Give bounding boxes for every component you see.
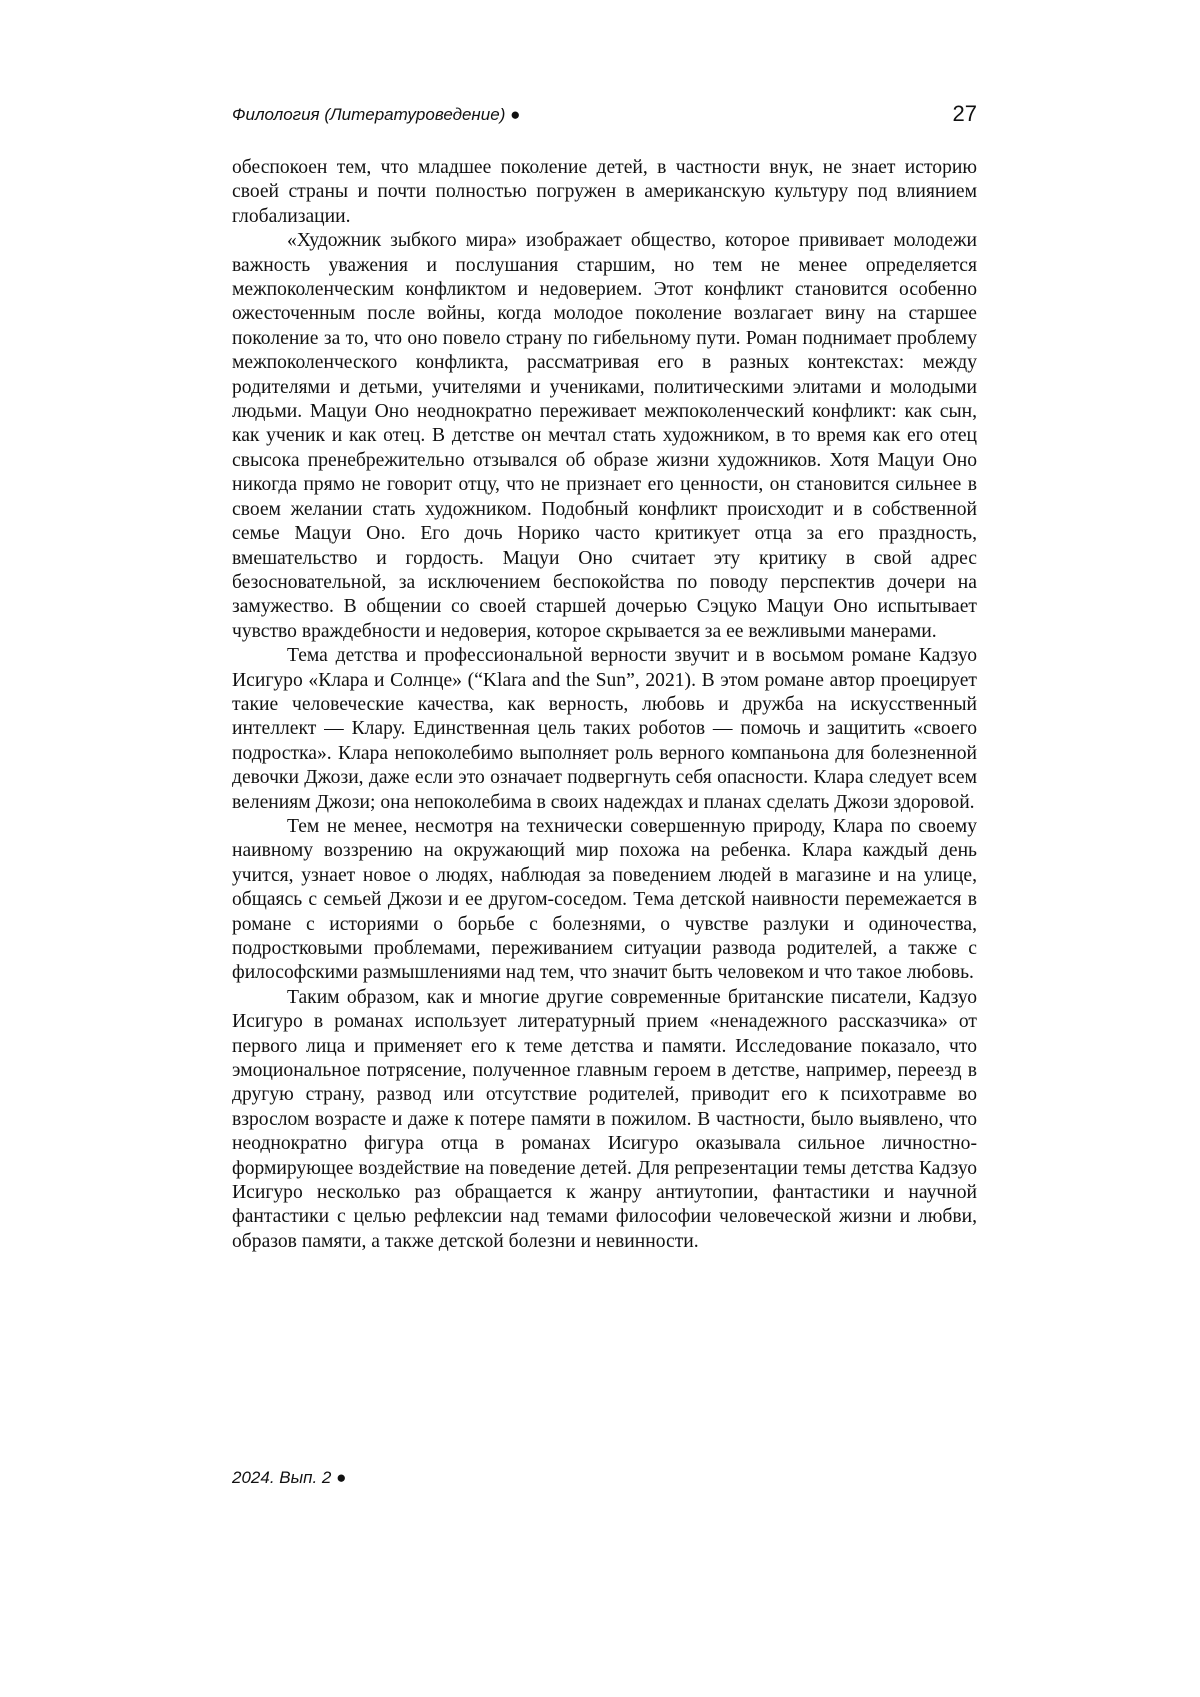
paragraph-conclusion: Таким образом, как и многие другие современные британские писатели, Кадзуо Исигуро в романах использует литературный прием «ненадежного рассказчика» от первого лица и применяет его к теме детства и памяти. Исследование показало, что эмоциональное потрясение, полученное главным героем в детстве, например, переезд в другую страну, развод или отсутствие родителей, приводит его к психотравме во взрослом возрасте и даже к потере памяти в пожилом. В частности, было выявлено, что неоднократно фигура отца в романах Исигуро оказывала сильное личностно-формирующее воздействие на поведение детей. Для репрезентации темы детства Кадзуо Исигуро несколько раз обращается к жанру антиутопии, фантастики и научной фантастики с целью рефлексии над темами философии человеческой жизни и любви, образов памяти, а также детской болезни и невинности. <box>232 986 977 1254</box>
page-number: 27 <box>953 101 977 127</box>
paragraph-artist-floating-world: «Художник зыбкого мира» изображает общество, которое прививает молодежи важность уважения и послушания старшим, но тем не менее определяется межпоколенческим конфликтом и недоверием. Этот конфликт становится особенно ожесточенным после войны, когда молодое поколение возлагает вину на старшее поколение за то, что оно повело страну по гибельному пути. Роман поднимает проблему межпоколенческого конфликта, рассматривая его в разных контекстах: между родителями и детьми, учителями и учениками, политическими элитами и молодыми людьми. Мацуи Оно неоднократно переживает межпоколенческий конфликт: как сын, как ученик и как отец. В детстве он мечтал стать художником, в то время как его отец свысока пренебрежительно отзывался об образе жизни художников. Хотя Мацуи Оно никогда прямо не говорит отцу, что не признает его ценности, он становится сильнее в своем желании стать художником. Подобный конфликт происходит и в собственной семье Мацуи Оно. Его дочь Норико часто критикует отца за его праздность, вмешательство и гордость. Мацуи Оно считает эту критику в свой адрес безосновательной, за исключением беспокойства по поводу перспектив дочери на замужество. В общении со своей старшей дочерью Сэцуко Мацуи Оно испытывает чувство враждебности и недоверия, которое скрывается за ее вежливыми манерами. <box>232 229 977 644</box>
paragraph-continuation: обеспокоен тем, что младшее поколение детей, в частности внук, не знает историю своей страны и почти полностью погружен в американскую культуру под влиянием глобализации. <box>232 156 977 229</box>
issue-footer: 2024. Вып. 2 ● <box>232 1468 346 1488</box>
paragraph-klara-and-the-sun: Тема детства и профессиональной верности звучит и в восьмом романе Кадзуо Исигуро «Клара и Солнце» (“Klara and the Sun”, 2021). В этом романе автор проецирует такие человеческие качества, как верность, любовь и дружба на искусственный интеллект — Клару. Единственная цель таких роботов — помочь и защитить «своего подростка». Клара непоколебимо выполняет роль верного компаньона для болезненной девочки Джози, даже если это означает подвергнуть себя опасности. Клара следует всем велениям Джози; она непоколебима в своих надеждах и планах сделать Джози здоровой. <box>232 644 977 815</box>
journal-section-title: Филология (Литературоведение) ● <box>232 105 520 125</box>
running-head <box>232 105 977 135</box>
article-body <box>232 156 977 1254</box>
journal-page <box>0 0 1200 1697</box>
paragraph-klara-naivety: Тем не менее, несмотря на технически совершенную природу, Клара по своему наивному воззрению на окружающий мир похожа на ребенка. Клара каждый день учится, узнает новое о людях, наблюдая за поведением людей в магазине и на улице, общаясь с семьей Джози и ее другом-соседом. Тема детской наивности перемежается в романе с историями о борьбе с болезнями, о чувстве разлуки и одиночества, подростковыми проблемами, переживанием ситуации развода родителей, а также с философскими размышлениями над тем, что значит быть человеком и что такое любовь. <box>232 815 977 986</box>
